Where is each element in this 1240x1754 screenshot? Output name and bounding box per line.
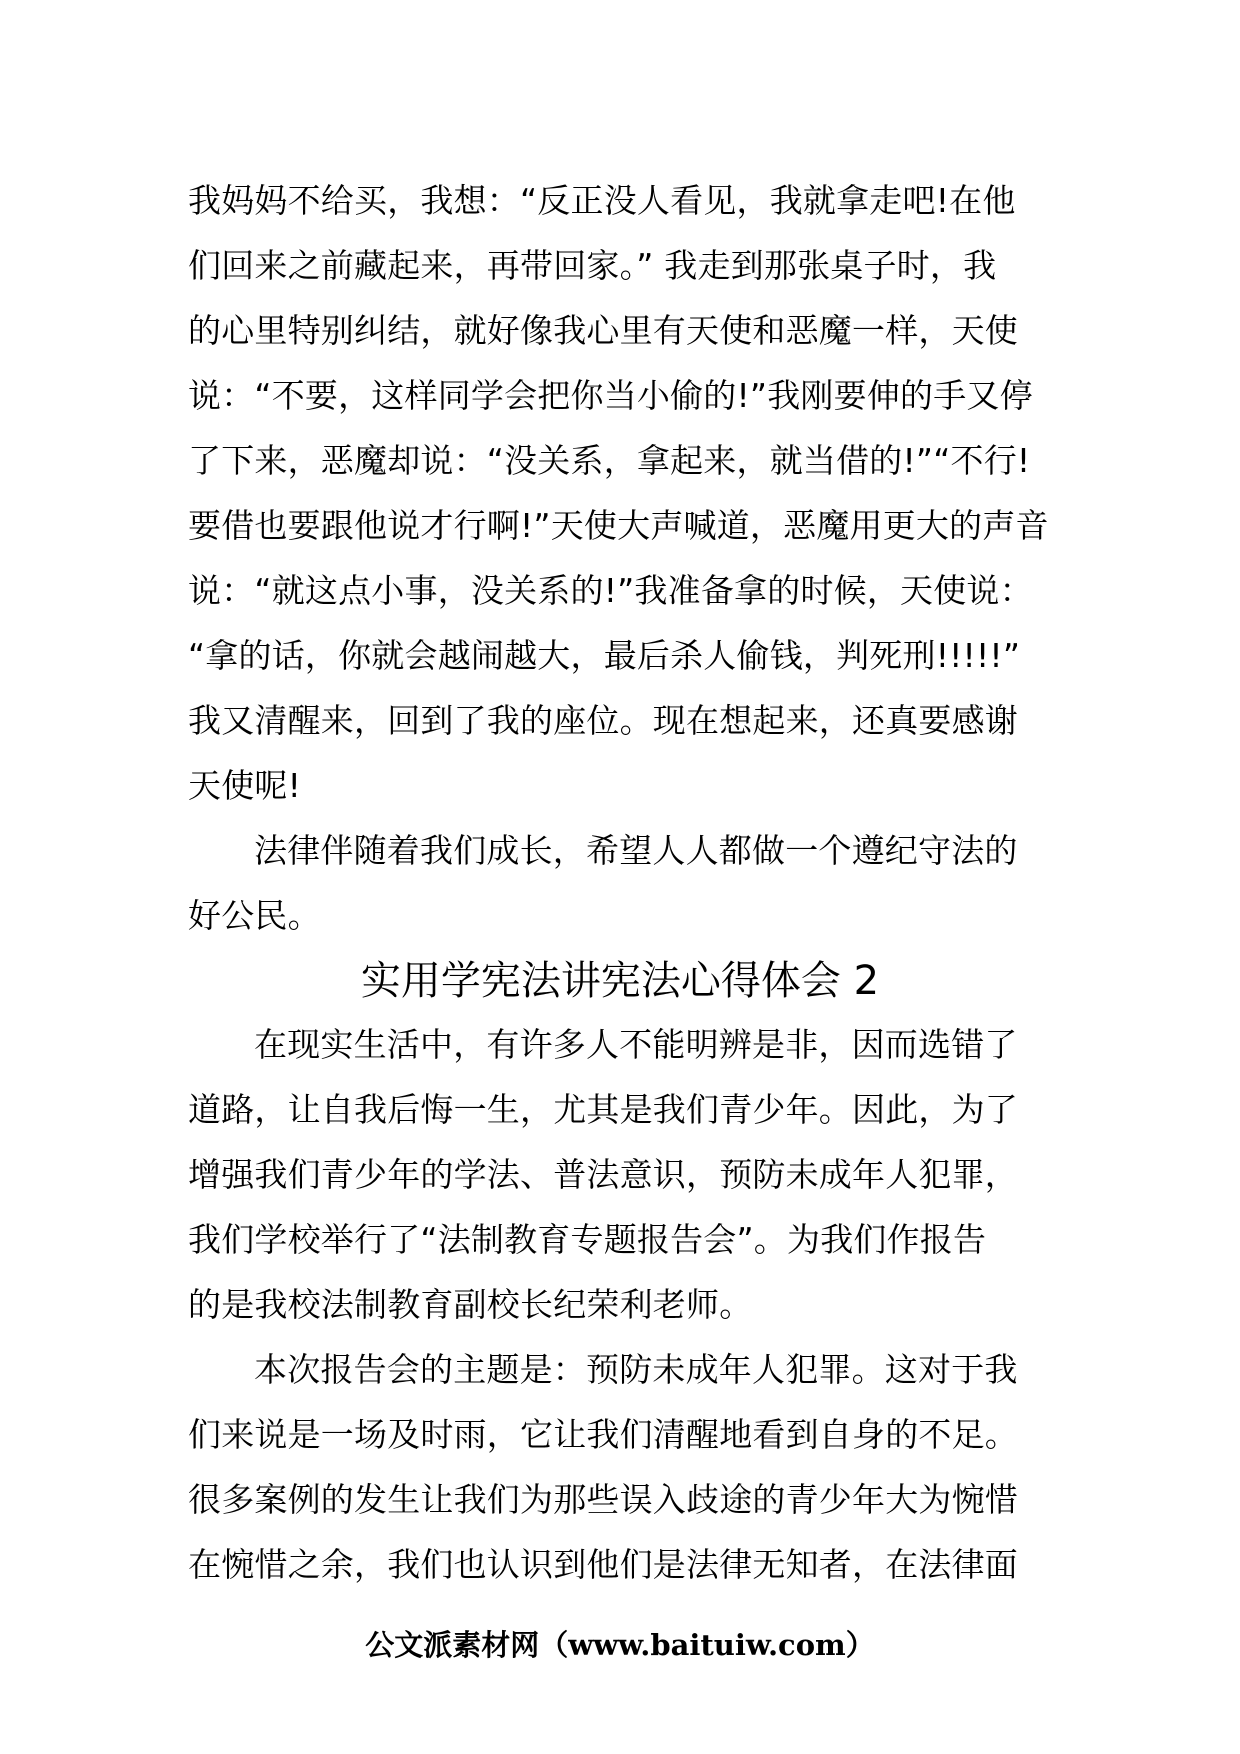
paragraph-law-growth (188, 818, 1052, 948)
document-body (188, 168, 1052, 1597)
text-line: 天使呢! (188, 766, 302, 805)
text-line: 我们学校举行了“法制教育专题报告会”。为我们作报告 (188, 1220, 987, 1259)
text-line: 说：“就这点小事，没关系的!”我准备拿的时候，天使说： (188, 571, 1033, 610)
text-line: 们回来之前藏起来，再带回家。” 我走到那张桌子时，我 (188, 246, 997, 285)
text-line: 好公民。 (188, 896, 321, 935)
text-line: 增强我们青少年的学法、普法意识，预防未成年人犯罪， (188, 1155, 1018, 1194)
text-line: 的心里特别纠结，就好像我心里有天使和恶魔一样，天使 (188, 311, 1018, 350)
text-line: 说：“不要，这样同学会把你当小偷的!”我刚要伸的手又停 (188, 376, 1033, 415)
section-heading: 实用学宪法讲宪法心得体会 2 (360, 958, 880, 1004)
text-line: 我妈妈不给买，我想：“反正没人看见，我就拿走吧!在他 (188, 181, 1016, 220)
text-line: 本次报告会的主题是：预防未成年人犯罪。这对于我 (254, 1350, 1018, 1389)
paragraph-report-theme (188, 1337, 1052, 1597)
text-line: 我又清醒来，回到了我的座位。现在想起来，还真要感谢 (188, 701, 1018, 740)
text-line: “拿的话，你就会越闹越大，最后杀人偷钱，判死刑!!!!!” (188, 636, 1021, 675)
text-line: 在惋惜之余，我们也认识到他们是法律无知者，在法律面 (188, 1545, 1018, 1584)
text-line: 们来说是一场及时雨，它让我们清醒地看到自身的不足。 (188, 1415, 1018, 1454)
text-line: 法律伴随着我们成长，希望人人都做一个遵纪守法的 (254, 831, 1018, 870)
page-footer-source: 公文派素材网（www.baituiw.com） (365, 1628, 875, 1662)
text-line: 要借也要跟他说才行啊!”天使大声喊道，恶魔用更大的声音 (188, 506, 1049, 545)
text-line: 在现实生活中，有许多人不能明辨是非，因而选错了 (254, 1025, 1018, 1064)
text-line: 很多案例的发生让我们为那些误入歧途的青少年大为惋惜 (188, 1480, 1018, 1519)
text-line: 了下来，恶魔却说：“没关系，拿起来，就当借的!”“不行! (188, 441, 1031, 480)
text-line: 的是我校法制教育副校长纪荣利老师。 (188, 1285, 753, 1324)
paragraph-real-life (188, 1012, 1052, 1337)
text-line: 道路，让自我后悔一生，尤其是我们青少年。因此，为了 (188, 1090, 1018, 1129)
paragraph-continued (188, 168, 1052, 818)
